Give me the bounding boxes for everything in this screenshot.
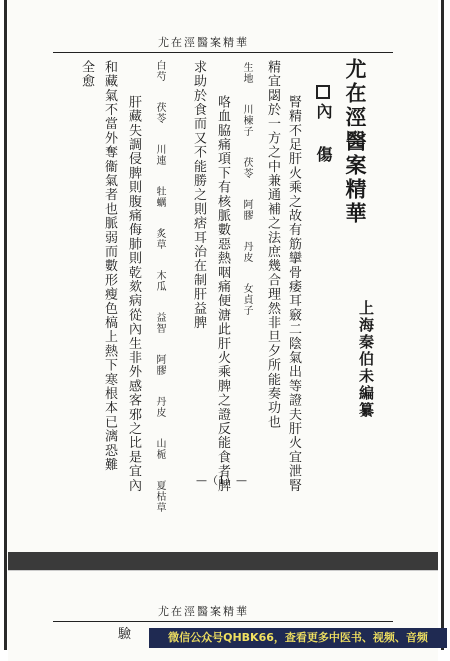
case3-line-3: 全愈 bbox=[79, 60, 94, 89]
page2-running-header: 尤在涇醫案精華 bbox=[158, 605, 249, 618]
case1-line-1: 腎精不足肝火乘之故有筋攣骨痿耳竅二陰氣出等證夫肝火宜泄腎 bbox=[286, 95, 301, 493]
wechat-banner[interactable]: 微信公众号QHBK66，查看更多中医书、视频、音频 bbox=[149, 628, 447, 648]
page-gap bbox=[8, 552, 438, 570]
section-marker-icon bbox=[316, 85, 330, 99]
book-title: 尤在涇醫案精華 bbox=[343, 58, 368, 226]
case2-herbs: 白芍 茯苓 川連 牡蠣 炙草 木瓜 益智 阿膠 丹皮 山栀 夏枯草 bbox=[154, 60, 165, 513]
book-page-1 bbox=[8, 0, 438, 552]
viewer-left-edge bbox=[4, 0, 7, 650]
editor-credit: 上海秦伯未編纂 bbox=[357, 300, 375, 419]
case1-herbs: 生地 川楝子 茯苓 阿膠 丹皮 女貞子 bbox=[241, 62, 252, 316]
case1-line-2: 精宜閟於一方之中兼通補之法庶幾合理然非旦夕所能奏功也 bbox=[265, 60, 280, 430]
case2-line-1: 咯血脇痛項下有核脈數惡熱咽痛便溏此肝火乘脾之證反能食者脾 bbox=[215, 95, 230, 493]
page-number: —（1）— bbox=[196, 474, 247, 487]
case2-line-2: 求助於食而又不能勝之則痞耳治在制肝益脾 bbox=[191, 60, 206, 330]
header-rule bbox=[53, 52, 393, 53]
case3-line-1: 肝藏失調侵脾則腹痛侮肺則乾欬病從內生非外感客邪之比是宜內 bbox=[126, 95, 141, 493]
viewer-right-edge bbox=[441, 0, 444, 650]
section-heading: 內 傷 bbox=[312, 85, 335, 166]
running-header: 尤在涇醫案精華 bbox=[158, 36, 249, 49]
case3-line-2: 和藏氣不當外奪衞氣者也脈弱而數形瘦色槁上熱下寒根本已漓恐難 bbox=[102, 60, 117, 472]
page2-first-char: 驗 bbox=[118, 627, 132, 642]
page2-header-rule bbox=[53, 621, 393, 622]
